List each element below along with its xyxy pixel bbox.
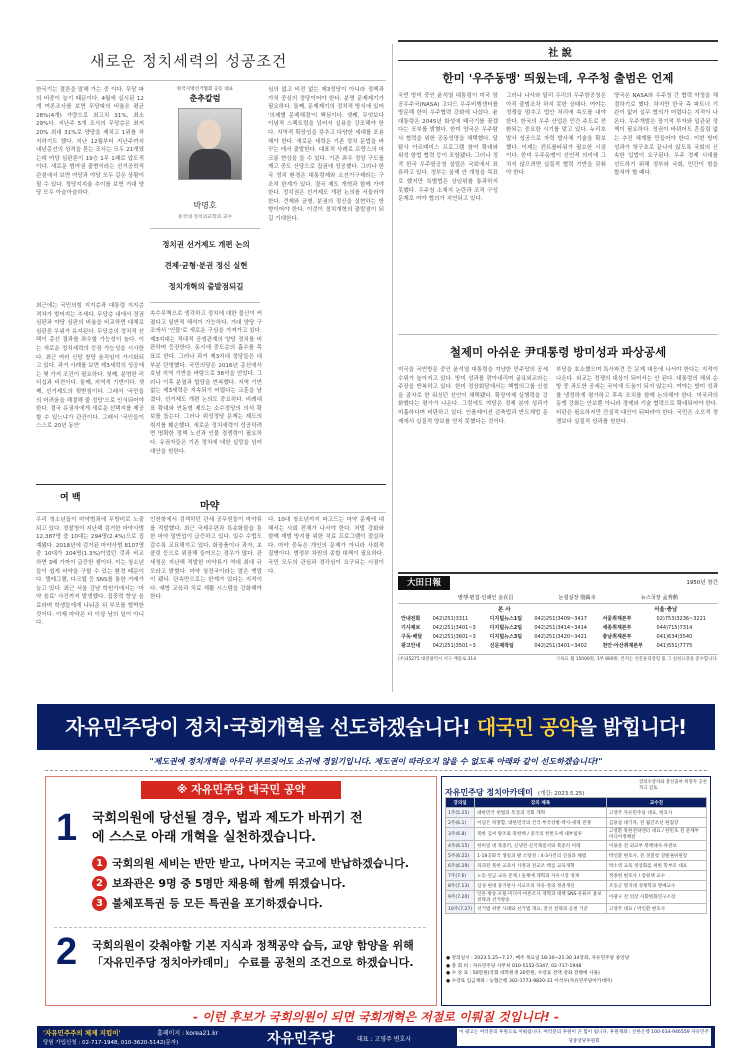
pledge-sub-item — [92, 895, 432, 911]
masthead-subscription: 구독료 월 15000원, 1부 800원. 본지는 신문윤리강령 및 그 실천요강을 준수합니다. — [555, 657, 718, 662]
schedule-cell: 2주(6.1) — [446, 818, 475, 828]
contact-row — [398, 623, 718, 632]
ad-headline-part-3: 대국민 공약 — [476, 715, 578, 739]
academy-info-line: ● 수강료 입금계좌 : 농협은행 302-1773-9820-31 이석우(자유민주당아카데미) — [446, 978, 613, 984]
pledge-2-number: 2 — [56, 931, 78, 973]
ad-donation: 이 광고는 여러분의 후원으로 이뤄집니다. 여러분의 후원이 큰 힘이 됩니다. 후원계좌 : 신한은행 100-034-946559 자유민주당중앙당후원회 — [457, 1028, 711, 1046]
schedule-cell: 심성·현대 중기판사 서교조의 자유·정의 정권개선 — [475, 881, 607, 891]
masthead-section-right: 서울·충남 — [654, 607, 678, 613]
schedule-cell: 박인환 변호사, 전 경찰청 징벌권위원장 — [606, 851, 706, 861]
ad-footer — [37, 1026, 715, 1048]
mayak-body-1: 인천항에서 검색하던 관세 공무원들이 마약류를 적발했다. 최근 국제우편과 특송화물을 통한 마약 밀반입이 급증하고 있다. 밀수 수법도 갈수록 교묘해지고 있다. 화장품이나 과자, 초콜릿 등으로 위장해 들여오는 경우가 많다. 관세청은 지난해 적발한 마약류가 역대 최대 규모라고 밝혔다. 마약 청정국이라는 말은 옛말이 됐다. 단속만으로는 한계가 있다는 지적이다. 예방 교육과 치료 재활 시스템을 강화해야 한다. — [150, 517, 262, 601]
schedule-cell: 이념은 허망함, 대한민국의 건국·부국강병·핵사·세계 전쟁 — [475, 818, 607, 828]
schedule-cell: 대한민국 헌법의 특징과 국회 개혁 — [475, 808, 607, 818]
pledge-1-number: 1 — [56, 807, 78, 849]
pull-quote — [150, 228, 262, 303]
pledge-sub-text: 불체포특권 등 모든 특권을 포기하겠습니다. — [112, 897, 323, 910]
schedule-cell: 이광구 전 의장 사회변화연구소장 — [606, 891, 706, 904]
ad-bottom-slogan: - 이런 후보가 국회의원이 되면 국회개혁은 저절로 이뤄질 것입니다! - — [192, 1010, 560, 1024]
ad-headline-part-4: 을 밝힙니다! — [577, 715, 687, 739]
contact-cell: 기사제보 — [401, 625, 421, 631]
schedule-cell: 이용준 전 외교부 북핵대사·차관보 — [606, 841, 706, 851]
contact-cell: 디지털뉴스1팀 — [489, 616, 523, 622]
schedule-cell: 1·18공화국 생일과 발 소탕성 : 4·3사건의 진실과 해법 — [475, 851, 607, 861]
contact-cell: 042)251)3601~3 — [432, 633, 476, 640]
editorial-title-1: 한미 '우주동맹' 띄웠는데, 우주청 출범은 언제 — [442, 71, 674, 85]
contact-cell: 041)551)7775 — [656, 642, 693, 649]
pledge-sub-number: 1 — [92, 856, 107, 871]
ad-footer-slogan: '자유민주주의 체제 지킴이' — [43, 1029, 121, 1037]
contact-cell: 042)251)3311 — [432, 615, 469, 622]
contact-cell: 042)251)3401~3 — [432, 624, 476, 631]
photo-caption-title: 동국대 정치외교학과 교수 — [177, 215, 233, 220]
schedule-cell: 7주(7.6) — [446, 871, 475, 881]
contact-cell: 안내전화 — [401, 616, 421, 622]
academy-info-line: ● 강의일시 : 2023.5.25~7.27, 매주 목요일 18:30~21:30 34강좌, 자유민주당 중앙당 — [446, 956, 630, 961]
pledge-2-text: 국회의원이 갖춰야할 기본 지식과 정책공약 습득, 교양 함양을 위해 「자유민주당 정치아카데미」 수료를 공천의 조건으로 하겠습니다. — [92, 939, 414, 969]
pledge-box — [45, 776, 437, 1006]
contact-cell: 충남취재본부 — [602, 634, 632, 640]
editorial-body-1: 국빈 방미 중인 윤석열 대통령이 미국 항공우주국(NASA) 고다드 우주비행센터를 방문해 한미 우주협력 강화에 나섰다. 윤 대통령은 2045년 화성에 태극기를 꽂겠다는 포부를 밝혔다. 한미 양국은 우주탐사 협력을 위한 공동성명을 채택했다. 달 탐사 아르테미스 프로그램 참여 확대와 위성 항법 협력 등이 포함됐다. 그러나 정작 한국 우주항공청 설립은 국회에서 표류하고 있다. 정부는 올해 안 개청을 목표로 했지만 특별법은 상임위를 통과하지 못했다. 우주청 소재지 논란과 조직 구성 문제로 여야 협의가 지연되고 있다. — [398, 93, 498, 203]
mayak-body-2: 다. 10대 청소년까지 파고드는 마약 문제에 대해서는 사회 전체가 나서야 한다. 처벌 강화와 함께 재범 방지를 위한 치료 프로그램이 절실하다. 마약 중독은 개인의 문제가 아니라 사회적 질병이다. 범정부 차원의 종합 대책이 필요하다. 국민 모두의 관심과 경각심이 요구되는 시점이다. — [268, 517, 384, 575]
schedule-row — [446, 904, 707, 914]
masthead-contact-table — [398, 614, 718, 650]
schedule-cell: 정종현 변호사 / 강원택 교수 — [606, 871, 706, 881]
editorial-body-2: 그러나 나사와 달리 우리의 우주항공청은 아직 출범조차 하지 못한 상태다. 여야는 정쟁을 멈추고 법안 처리에 속도를 내야 한다. 한국의 우주 산업은 민간 주도로 전환되는 중요한 시기를 맞고 있다. 누리호 발사 성공으로 자력 발사체 기술을 확보했다. 이제는 컨트롤타워가 필요한 시점이다. 한미 우주동맹이 선언적 의미에 그치지 않으려면 실질적 협력 기반을 갖춰야 한다. — [506, 93, 606, 177]
ad-headline-part-1: 자유민주당이 정치·국회개혁을 선도 — [65, 715, 368, 739]
mayak-header: 마약 — [200, 501, 220, 512]
masthead-logo — [398, 576, 450, 590]
masthead-editorial-director: 논설실장 殷錫幸 — [558, 595, 596, 601]
schedule-cell: 8주(7.13) — [446, 881, 475, 891]
photo-caption-name: 박명호 — [193, 201, 217, 210]
contact-cell: 천안·아산취재본부 — [602, 643, 644, 649]
author-org: 한국지방선거협회 공동 대표 — [176, 87, 234, 92]
column-body-4: 심의 없고 비전 없는 제3정당이 아니라 정책과 가치 중심의 정당이어야 한다. 분명 문제제기가 필요하다. 둘째, 문제제기의 정치적 방식에 있어 '의제별 문제해결'이 핵심이다. 셋째, 무엇보다 이념적 스펙트럼을 넘어서 실용을 강조해야 한다. 지역적 확장성을 갖추고 다양한 세대를 포용해야 한다. 새로운 세력은 기존 정치 문법을 바꾸는 데서 출발한다. 대표적 사례로 프랑스의 마크롱 현상을 들 수 있다. 기존 좌우 정당 구도를 깨고 중도 신당으로 집권에 성공했다. 그러나 한국 정치 환경은 대통령제와 소선거구제라는 구조적 한계가 있다. 결국 제도 개혁과 함께 가야 한다. 정치권은 선거제도 개편 논의를 서둘러야 한다. 견제와 균형, 분권의 정신을 실현하는 방향이어야 한다. 이것이 정치개혁의 출발점이 되길 기대한다. — [268, 87, 384, 222]
schedule-cell: 김용삼 대기자, 전 월간조선 편집장 — [606, 818, 706, 828]
academy-period: (개강: 2023.5.25) — [537, 791, 585, 797]
schedule-row — [446, 861, 707, 871]
contact-cell: 서울취재본부 — [602, 616, 632, 622]
editorial-title-2: 철제미 아쉬운 尹대통령 방미성과 파상공세 — [449, 345, 667, 359]
schedule-header-cell: 교수진 — [606, 798, 706, 808]
contact-cell: 042)251)3401~3402 — [534, 642, 587, 649]
contact-cell: 세종취재본부 — [602, 625, 632, 631]
pull-quote-line-3: 정치개혁의 출발점되길 — [168, 282, 244, 291]
academy-header — [445, 780, 707, 797]
masthead-address: (우)35275 대전광역시 서구 계룡로 314 — [398, 657, 477, 662]
schedule-row — [446, 891, 707, 904]
schedule-cell: 북한 김씨 왕조와 북한핵 / 중국의 한반도에 내부침투 — [475, 828, 607, 841]
academy-box — [441, 776, 711, 1006]
contact-cell: 디지털뉴스2팀 — [489, 625, 523, 631]
schedule-cell: 9주(7.20) — [446, 891, 475, 904]
contact-cell: 042)251)3409~3417 — [534, 615, 587, 622]
contact-cell: 광고안내 — [401, 643, 421, 649]
column-body-3: 속수무책으로 생각하고 정치에 대한 불신이 커졌다고 일반적 해석이 가능하다. 거대 양당 구조에서 '인물'로 새로운 구심을 가져가고 있다. 제3지대는 적대적 공생관계의 양당 정치를 비판하며 등장한다. 동시에 중도층의 흡수를 목표로 한다. 그러나 과거 제3지대 정당들은 대부분 단명했다. 국민의당은 2016년 총선에서 호남 지역 기반을 바탕으로 38석을 얻었다. 그러나 이후 분열과 합당을 반복했다. 지역 기반 없는 제3세력은 지속되기 어렵다는 교훈을 남겼다. 선거제도 개편 논의도 중요하다. 비례대표 확대와 연동형 제도는 소수정당의 의석 확보를 돕는다. 그러나 위성정당 문제는 제도의 취지를 훼손했다. 새로운 정치세력이 성공하려면 명확한 정책 노선과 인물 경쟁력이 필요하다. 유권자들은 기존 정치에 대한 실망을 넘어 대안을 원한다. — [150, 311, 262, 455]
schedule-cell: 5주(6.22) — [446, 851, 475, 861]
academy-schedule-table — [445, 797, 707, 914]
schedule-cell: 3주(6.8) — [446, 828, 475, 841]
schedule-cell: 고영환 북한전략센터 대표 / 한민호 전 문체부 미디어정책관 — [606, 828, 706, 841]
masthead-paper-name: 大田日報 — [406, 578, 441, 588]
pledge-sub-text: 국회의원 세비는 반만 받고, 나머지는 국고에 반납하겠습니다. — [112, 857, 409, 870]
column-title: 새로운 정치세력의 성공조건 — [90, 52, 288, 70]
academy-info-line: ● 수 강 료 : 50만원(국회 대학원생 20만원, 수강료 전액 강좌 진행에 사용) — [446, 971, 600, 977]
schedule-cell: 노동·연금·교육 문제 / 돌체에 개혁과 자유시장 경제 — [475, 871, 607, 881]
contact-cell: 041)634)3540 — [656, 633, 693, 640]
political-ad — [37, 704, 715, 1048]
schedule-row — [446, 808, 707, 818]
contact-cell: 042)251)3414~3414 — [534, 624, 587, 631]
contact-row — [398, 632, 718, 641]
contact-cell: 신문제작팀 — [489, 643, 514, 649]
pledge-sub-list — [92, 855, 432, 915]
contact-cell: 044)715)7314 — [656, 624, 693, 631]
ad-footer-member: 당원 가입신청 : 02-717-1948, 010-3620-5142(문자) — [43, 1040, 179, 1046]
yeobaek-header: 여 백 — [60, 493, 81, 503]
schedule-cell: 박소영 교육 정상화를 위한 학부모 대표 — [606, 861, 706, 871]
schedule-row — [446, 818, 707, 828]
masthead-news-director: 뉴스국장 孟秀勲 — [640, 595, 678, 601]
pledge-sub-number: 2 — [92, 876, 107, 891]
pull-quote-line-1: 정치권 선거제도 개편 논의 — [162, 240, 250, 249]
masthead-section-left: 본 사 — [498, 607, 511, 613]
ad-party-rep: 대표 : 고영주 변호사 — [357, 1036, 412, 1043]
schedule-row — [446, 871, 707, 881]
pledge-sub-item — [92, 855, 432, 871]
ad-headline-part-2: 하겠습니다! — [367, 715, 477, 739]
pledge-sub-number: 3 — [92, 896, 107, 911]
schedule-row — [446, 841, 707, 851]
academy-note: 강의수강자와 총선출마 희망자 공천 적극 검토 — [639, 780, 707, 791]
contact-cell: 02)753)3236~3221 — [656, 615, 706, 622]
schedule-header-cell: 강의 제목 — [475, 798, 607, 808]
schedule-cell: 6주(6.29) — [446, 861, 475, 871]
schedule-cell: 선거법 위반 사례와 선거법 개요, 총선 전략과 공천 기준 — [475, 904, 607, 914]
pledge-sub-item — [92, 875, 432, 891]
schedule-cell: 4주(6.15) — [446, 841, 475, 851]
pledge-title: ※ 자유민주당 대국민 공약 — [141, 781, 341, 799]
schedule-cell: 10주(7.27) — [446, 904, 475, 914]
editorial-body-5: 부당을 호소했으며 특사파견 등 문제 대응에 나서야 한다는 지적이 나온다. 외교는 정쟁의 대상이 되어서는 안 된다. 대통령의 해외 순방 중 과도한 공세는 국익에 도움이 되지 않는다. 여야는 방미 성과를 냉정하게 평가하고 후속 조치를 함께 논의해야 한다. 미국과의 동맹 강화는 안보뿐 아니라 경제와 기술 협력으로 확대되어야 한다. 비판은 필요하지만 건설적 대안이 뒤따라야 한다. 국민은 소모적 정쟁보다 실질적 성과를 원한다. — [556, 367, 718, 425]
masthead-footer — [398, 656, 718, 662]
academy-info — [446, 955, 708, 985]
contact-cell: 042)251)3501~3 — [432, 642, 476, 649]
editorial-header: 社 說 — [548, 48, 572, 59]
schedule-cell: 고영주 대표 / 박인환 변호사 — [606, 904, 706, 914]
academy-info-line: ● 총 회 비 : 자유민주당 사무처 010-5152-5347, 02-717-1948 — [446, 963, 582, 969]
pledge-1-text: 국회의원에 당선될 경우, 법과 제도가 바뀌기 전에 스스로 아래 개혁을 실천하겠습니다. — [92, 811, 363, 845]
schedule-cell: 언론·방송·포털·미디어·여론조사 개혁과 대책 SNS·유튜브 홍보전략과 선거방송 — [475, 891, 607, 904]
column-body-1: 한국기는 결론을 말해 가는 중 이다. 무당 파의 비중이 늘기 때문이다. 4월에 실시된 12개 여론조사를 보면 무당파의 비율은 평균 28%(4개) 가량으로 최고치 31%, 최소 29%다. 지난주 5개 조사의 무당층은 최저 20% 최대 31%로 양당을 제치고 1위를 차지하기도 했다. 지난 12월부터 지난주까지 내년총선의 성격을 묻는 조사는 모두 21개였는데 여당 심판론이 19승 1무 1패로 압도적이다. 새로운 범여권 출범이라는 선거공학적 관점에서 보면 여당과 야당 모두 같은 상황이 될 수 있다. 정당지지율 추이를 보면 거대 양당 모두 아슬아슬하다. — [36, 87, 144, 197]
masthead-staff — [398, 594, 718, 601]
yeobaek-body: 우리 청소년들이 마약범죄에 무방비로 노출되고 있다. 경찰청이 지난해 검거한 마약사범 12,387명 중 10대는 294명(2.4%)으로 집계됐다. 2018년에 검거된 마약사범 8107명 중 10대가 104명(1.3%)이었던 것과 비교하면 3배 가까이 급증한 셈이다. 이는 청소년들이 쉽게 마약을 구할 수 있는 환경 때문이다. 텔레그램, 다크웹 등 SNS를 통한 거래가 늘고 있다. 최근 서울 강남 학원가에서는 '마약 음료' 사건까지 발생했다. 집중력 향상 음료라며 학생들에게 나눠준 뒤 부모를 협박한 것이다. 이제 마약은 더 이상 남의 일이 아니다. — [36, 517, 144, 627]
schedule-cell: 조동근 명지대 경제학과 명예교수 — [606, 881, 706, 891]
contact-cell: 042)251)3420~3421 — [534, 633, 587, 640]
schedule-row — [446, 851, 707, 861]
schedule-cell: 한미일 대 북중러, 신냉전·신국제질서와 북중러 미래 — [475, 841, 607, 851]
author-name: 춘추칼럼 — [189, 94, 221, 103]
editorial-body-4: 미국을 국빈방문 중인 윤석열 대통령을 겨냥한 민주당의 공세 수위가 높아지고 있다. 방미 성과를 깎아내리며 굴욕외교라는 주장을 반복하고 있다. 한미 정상회담에서는 핵협의그룹 신설을 골자로 한 워싱턴 선언이 채택됐다. 확장억제 실행력을 강화했다는 평가가 나온다. 그럼에도 야당은 경제 분야 성과가 미흡하다며 비판하고 있다. 인플레이션 감축법과 반도체법 문제에서 실질적 양보를 얻지 못했다는 것이다. — [398, 367, 548, 425]
editorial-body-3: 양국은 NASA와 우주청 간 협력 약정을 체결하기로 했다. 하지만 한국 측 파트너 기관이 없어 실무 협의가 어렵다는 지적이 나온다. 우주개발은 장기적 투자와 일관된 정책이 필요하다. 정권이 바뀌어도 흔들림 없는 추진 체계를 만들어야 한다. 이번 방미 성과가 헛구호로 끝나지 않도록 국회의 신속한 입법이 요구된다. 우주 경제 시대를 선도하기 위해 정부와 국회, 민간이 힘을 합쳐야 할 때다. — [614, 93, 718, 177]
schedule-cell: 1주(5.25) — [446, 808, 475, 818]
schedule-cell: 고영주 자유민주당 대표, 변호사 — [606, 808, 706, 818]
masthead-publisher: 발행·편집·인쇄인 金在昌 — [458, 595, 514, 601]
contact-cell: 구독·배달 — [401, 634, 423, 640]
ad-footer-homepage: 홈페이지 : korea21.kr — [157, 1030, 219, 1037]
academy-title: 자유민주당 정치아카데미 — [445, 788, 533, 797]
schedule-cell: 파괴된 북한 교과서 사정과 전교조 핵심 교육개혁 — [475, 861, 607, 871]
contact-row — [398, 614, 718, 623]
ad-party-name: 자유민주당 — [267, 1031, 335, 1047]
column-body-2: 최근에는 국민의힘 지지층과 대통령 지지층 격차가 벌어지는 추세다. 무당층 내에서 정권 심판과 야당 심판의 비율을 비교하면 대체로 심판론 우위가 유지된다. 무당층의 정치적 선택이 총선 결과를 좌우할 가능성이 높다. 이는 새로운 정치세력의 등장 가능성을 시사한다. 최근 여러 신당 창당 움직임이 가시화되고 있다. 과거 사례를 보면 제3세력의 성공에는 몇 가지 조건이 필요하다. 첫째, 분명한 리더십과 비전이다. 둘째, 지역적 기반이다. 셋째, 선거제도의 뒷받침이다. 그래서 '국민들의 어려움을 해결해 줄 정당'으로 인식되어야 한다. 결국 유권자에게 새로운 선택지를 제공할 수 있느냐가 관건이다. 그래서 '국민들이 스스로 20년 동안' — [36, 303, 144, 430]
schedule-header-cell: 강의일 — [446, 798, 475, 808]
ad-subheadline: "제도권에 정치개혁을 아무리 부르짖어도 소귀에 경읽기입니다. 제도권이 따라오지 않을 수 없도록 아래와 같이 선도하겠습니다!" — [149, 757, 603, 766]
contact-row — [398, 641, 718, 650]
masthead-founded: 1950년 창간 — [686, 580, 718, 586]
ad-headline-bar — [37, 704, 715, 750]
schedule-row — [446, 881, 707, 891]
contact-cell: 디지털뉴스3팀 — [489, 634, 523, 640]
pledge-sub-text: 보좌관은 9명 중 5명만 채용해 함께 뛰겠습니다. — [112, 877, 346, 890]
schedule-row — [446, 828, 707, 841]
author-photo — [178, 108, 242, 180]
pull-quote-line-2: 견제·균형·분권 정신 실현 — [164, 261, 248, 270]
